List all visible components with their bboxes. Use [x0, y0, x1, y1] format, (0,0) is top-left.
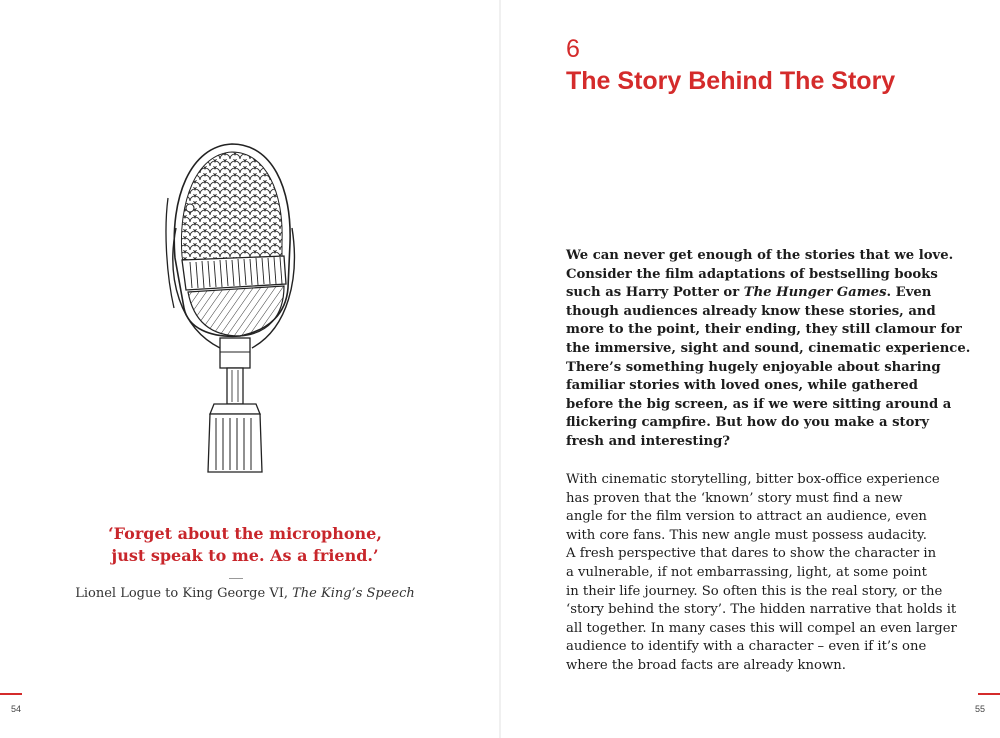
- lead-line: We can never get enough of the stories that we love.: [566, 248, 954, 263]
- attribution-film-title: The King’s Speech: [292, 586, 415, 601]
- body-line: all together. In many cases this will compel an even larger: [566, 620, 957, 636]
- lead-line: There’s something hugely enjoyable about sharing: [566, 359, 941, 375]
- chapter-title: The Story Behind The Story: [566, 67, 896, 95]
- pull-quote-line-1: ‘Forget about the microphone,: [108, 524, 382, 543]
- body-line: audience to identify with a character – even if it’s one: [566, 639, 927, 655]
- right-folio-rule: [978, 693, 1000, 695]
- body-line: ‘story behind the story’. The hidden narrative that holds it: [566, 602, 957, 618]
- body-line: with core fans. This new angle must possess audacity.: [566, 527, 927, 543]
- lead-line: familiar stories with loved ones, while gathered: [566, 378, 918, 394]
- left-folio-rule: [0, 693, 22, 695]
- lead-line: more to the point, their ending, they still clamour for: [566, 322, 962, 338]
- microphone-icon: [160, 138, 310, 478]
- body-line: in their life journey. So often this is the real story, or the: [566, 583, 943, 599]
- body-line: where the broad facts are already known.: [566, 657, 846, 673]
- body-line: A fresh perspective that dares to show the character in: [566, 546, 937, 562]
- lead-paragraph: [566, 247, 971, 452]
- pull-quote-line-2: just speak to me. As a friend.’: [111, 546, 379, 565]
- pull-quote: [80, 523, 410, 567]
- attribution-speaker: Lionel Logue to King George VI,: [75, 586, 293, 601]
- lead-line: [566, 284, 946, 303]
- body-line: angle for the film version to attract an audience, even: [566, 509, 927, 525]
- quote-attribution: [60, 585, 430, 603]
- right-page-number: 55: [975, 704, 986, 714]
- lead-line: though audiences already know these stories, and: [566, 303, 936, 319]
- page-gutter: [499, 0, 501, 738]
- lead-line: flickering campfire. But how do you make a story: [566, 415, 930, 431]
- lead-line: before the big screen, as if we were sitting around a: [566, 396, 952, 412]
- lead-line: fresh and interesting?: [566, 433, 731, 449]
- lead-line-part: such as Harry Potter or: [566, 285, 744, 301]
- quote-divider: [229, 578, 243, 579]
- chapter-number: 6: [566, 35, 580, 63]
- lead-line-part: . Even: [886, 285, 932, 301]
- body-line: With cinematic storytelling, bitter box-office experience: [566, 472, 940, 487]
- body-paragraph: [566, 471, 956, 676]
- left-page-number: 54: [11, 704, 22, 714]
- lead-line: the immersive, sight and sound, cinematic experience.: [566, 340, 971, 356]
- body-line: has proven that the ‘known’ story must find a new: [566, 490, 903, 506]
- body-line: a vulnerable, if not embarrassing, light, at some point: [566, 564, 927, 580]
- book-title-hunger-games: The Hunger Games: [743, 285, 887, 301]
- lead-line: Consider the film adaptations of bestselling books: [566, 266, 938, 282]
